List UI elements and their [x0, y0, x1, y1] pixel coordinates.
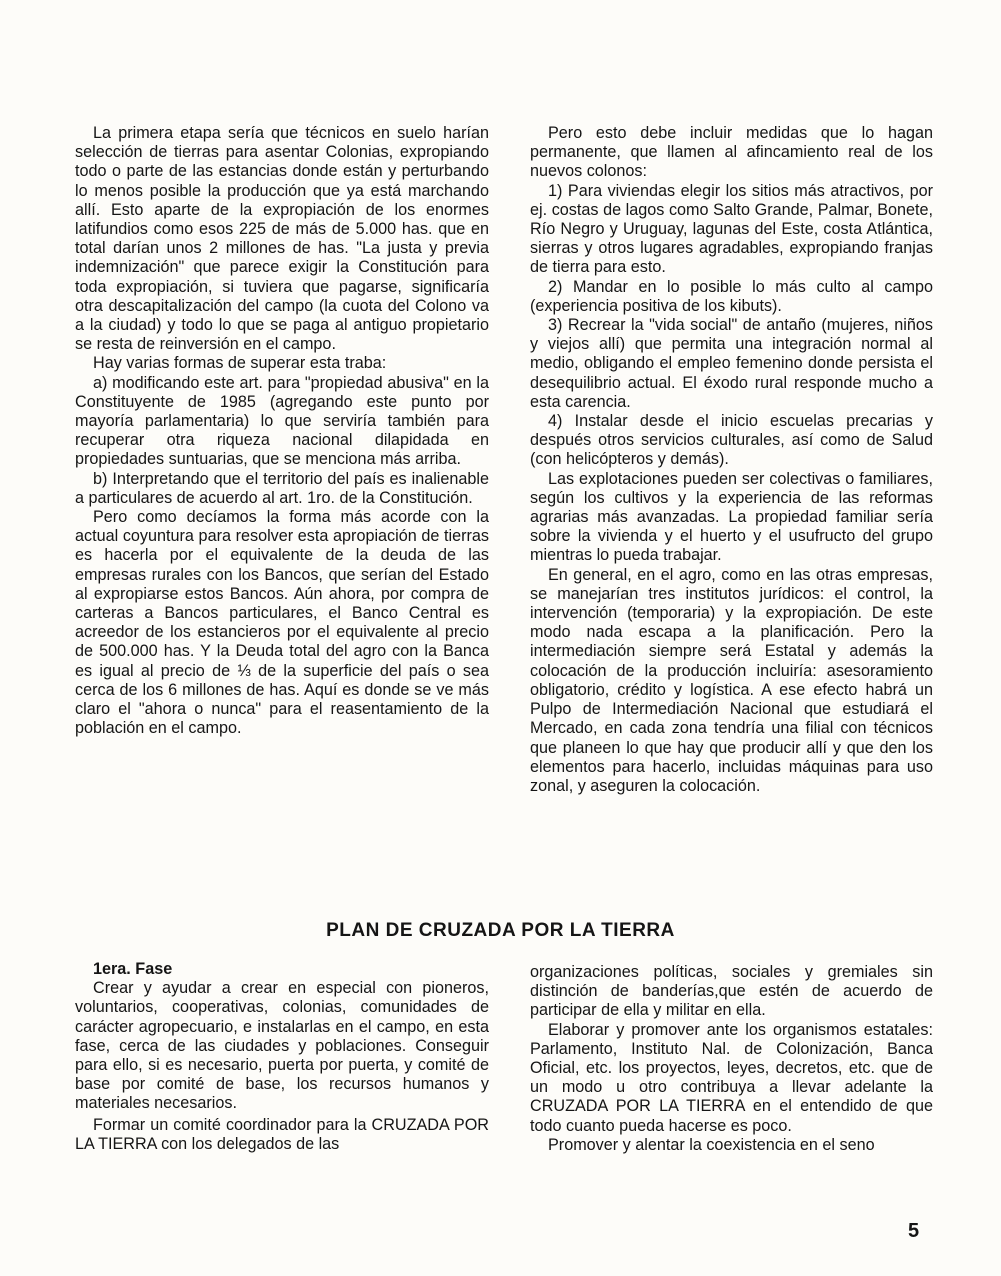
list-item: 2) Mandar en lo posible lo más culto al campo (experiencia positiva de los kibuts).	[530, 277, 933, 315]
paragraph: Pero esto debe incluir medidas que lo hagan permanente, que llamen al afincamiento real de los nuevos colonos:	[530, 124, 933, 181]
paragraph: Las explotaciones pueden ser colectivas o familiares, según los cultivos y la experiencia de las reformas agrarias más avanzadas. La propiedad familiar sería sobre la vivienda y el huerto y el usufructo del grupo mientras lo pueda trabajar.	[530, 469, 933, 565]
paragraph: a) modificando este art. para "propiedad abusiva" en la Constituyente de 1985 (agregando este punto por mayoría parlamentaria) lo que serviría también para recuperar otra riqueza nacional dilapidada en propiedades suntuarias, que se menciona más arriba.	[75, 373, 489, 469]
paragraph: En general, en el agro, como en las otras empresas, se manejarían tres institutos jurídicos: el control, la intervención (temporaria) y la expropiación. De este modo nada escapa a la planificación. Pero la intermediación siempre será Estatal y además la colocación de la producción incluiría: asesoramiento obligatorio, crédito y logística. A ese efecto habrá un Pulpo de Intermediación Nacional que estudiará el Mercado, en cada zona tendría una filial con técnicos que planeen lo que hay que producir allí y que den los elementos para hacerlo, incluidas máquinas para uso zonal, y aseguren la colocación.	[530, 565, 933, 795]
paragraph: Crear y ayudar a crear en especial con pioneros, voluntarios, cooperativas, colonias, comunidades de carácter agropecuario, e instalarlas en el campo, en esta fase, cerca de las ciudades y poblaciones. Conseguir para ello, si es necesario, puerta por puerta, y comité de base por comité de base, los recursos humanos y materiales necesarios.	[75, 979, 489, 1113]
paragraph: Elaborar y promover ante los organismos estatales: Parlamento, Instituto Nal. de Colonización, Banca Oficial, etc. los proyectos, leyes, decretos, etc. que de un modo u otro contribuya a llevar adelante la CRUZADA POR LA TIERRA en el entendido de que todo cuanto pueda hacerse es poco.	[530, 1020, 933, 1135]
paragraph: b) Interpretando que el territorio del país es inalienable a particulares de acuerdo al art. 1ro. de la Constitución.	[75, 469, 489, 507]
page-number: 5	[908, 1220, 920, 1242]
article-right-column	[530, 124, 933, 796]
paragraph: La primera etapa sería que técnicos en suelo harían selección de tierras para asentar Colonias, expropiando todo o parte de las estancias donde están y perturbando lo menos posible la producción que ya está marchando allí. Esto aparte de la expropiación de los enormes latifundios como esos 225 de más de 5.000 has. que en total darían unos 2 millones de has. "La justa y previa indemnización" que parece exigir la Constitución para toda expropiación, si tuviera que pagarse, significaría otra descapitalización del campo (la cuota del Colono va a la ciudad) y todo lo que se paga al antiguo propietario se resta de reinversión en el campo.	[75, 124, 489, 354]
list-item: 3) Recrear la "vida social" de antaño (mujeres, niños y viejos allí) que permita una integración normal al medio, obligando el empleo femenino donde persista el desequilibrio actual. El éxodo rural responde mucho a esta carencia.	[530, 316, 933, 411]
paragraph: Hay varias formas de superar esta traba:	[93, 354, 387, 373]
paragraph: Formar un comité coordinador para la CRUZADA POR LA TIERRA con los delegados de las	[75, 1115, 489, 1153]
list-item: 1) Para viviendas elegir los sitios más atractivos, por ej. costas de lagos como Salto Grande, Palmar, Bonete, Río Negro y Uruguay, lagunas del Este, costa Atlántica, sierras y otros lugares agradables, expropiando franjas de tierra para esto.	[530, 181, 933, 277]
paragraph: Promover y alentar la coexistencia en el seno	[548, 1135, 875, 1154]
paragraph: Pero como decíamos la forma más acorde con la actual coyuntura para resolver esta apropiación de tierras es hacerla por el equivalente de la deuda de las empresas rurales con los Bancos, que serían del Estado al expropiarse estos Bancos. Aún ahora, por compra de carteras a Bancos particulares, el Banco Central es acreedor de los estancieros por el equivalente al precio de 500.000 has. Y la Deuda total del agro con la Banca es igual al precio de ⅓ de la superficie del país o sea cerca de los 6 millones de has. Aquí es donde se ve más claro el "ahora o nunca" para el reasentamiento de la población en el campo.	[75, 508, 489, 738]
plan-left-column	[75, 960, 489, 1154]
paragraph: organizaciones políticas, sociales y gremiales sin distinción de banderías,que estén de acuerdo de participar de ella y militar en ella.	[530, 963, 933, 1020]
plan-right-column	[530, 963, 933, 1155]
article-left-column	[75, 124, 489, 739]
list-item: 4) Instalar desde el inicio escuelas precarias y después otros servicios culturales, así como de Salud (con helicópteros y demás).	[530, 412, 933, 469]
section-title: PLAN DE CRUZADA POR LA TIERRA	[326, 920, 675, 941]
fase-heading: 1era. Fase	[93, 960, 173, 978]
